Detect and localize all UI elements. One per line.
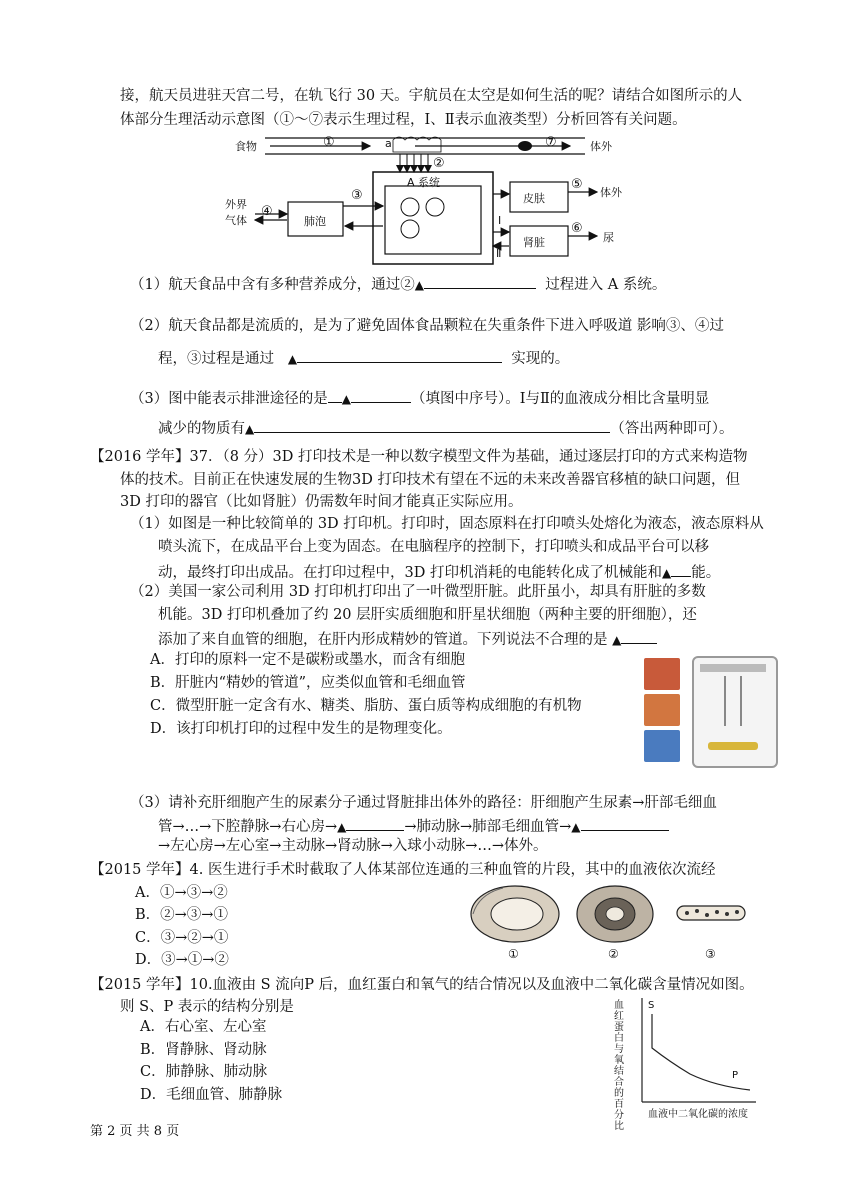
label-outer-1: 外界 [225, 198, 247, 211]
label-kidney: 肾脏 [523, 236, 545, 249]
label-outside-top: 体外 [590, 140, 612, 153]
intro-line-1: 接，航天员进驻天宫二号，在轨飞行 30 天。宇航员在太空是如何生活的呢？请结合如图所示的人 [120, 88, 743, 104]
q1-line-3: 程，③过程是通过 ▲ 实现的。 [158, 346, 569, 369]
q4-option-b: B．②→③→① [135, 907, 228, 923]
label-blood-1: Ⅰ [498, 214, 502, 227]
q10-label-s: S [648, 1000, 655, 1011]
q37-option-d: D．该打印机打印的过程中发生的是物理变化。 [150, 721, 452, 737]
label-urine: 尿 [603, 231, 614, 244]
q4-option-a: A．①→③→② [135, 885, 228, 901]
q4-option-d: D．③→①→② [135, 952, 229, 968]
label-food: 食物 [235, 140, 257, 153]
q37-s2-line-2: 机能。3D 打印机叠加了约 20 层肝实质细胞和肝星状细胞（两种主要的肝细胞），还 [158, 607, 697, 623]
label-process-5: ⑤ [571, 177, 583, 192]
q4-stem: 【2015 学年】4. 医生进行手术时截取了人体某部位连通的三种血管的片段，其中的血液依次流经 [90, 862, 716, 878]
q10-option-d: D．毛细血管、肺静脉 [140, 1087, 283, 1103]
q10-label-p: P [732, 1070, 739, 1081]
q37-s1-line-3: 动，最终打印出成品。在打印过程中，3D 打印机消耗的电能转化成了机械能和▲ 能。 [158, 560, 720, 583]
label-process-4: ④ [261, 204, 273, 219]
q37-line-1: 【2016 学年】37．（8 分）3D 打印技术是一种以数字模型文件为基础，通过逐层打印的方式来构造物 [90, 449, 748, 465]
printer-frame [692, 656, 778, 768]
printed-samples [644, 658, 680, 766]
q37-option-b: B．肝脏内“精妙的管道”，应类似血管和毛细血管 [150, 675, 466, 691]
q37-s3-line-2: 管→…→下腔静脉→右心房→▲ →肺动脉→肺部毛细血管→▲ [158, 814, 669, 837]
label-process-6: ⑥ [571, 221, 583, 236]
q1-line-2: （2）航天食品都是流质的，是为了避免固体食品颗粒在失重条件下进入呼吸道 影响③、④过 [130, 318, 724, 334]
q10-figure-svg [610, 994, 760, 1118]
vessel-label-2: ② [608, 947, 619, 961]
vessel-label-1: ① [508, 947, 519, 961]
label-outside-right: 体外 [600, 186, 622, 199]
label-process-2: ② [433, 156, 445, 171]
label-alveoli: 肺泡 [304, 215, 326, 228]
q10-stem: 【2015 学年】10.血液由 S 流向P 后，血红蛋白和氧气的结合情况以及血液中二氧化碳含量情况如图。 [90, 977, 754, 993]
physiology-diagram-svg [225, 134, 625, 269]
label-process-3: ③ [351, 188, 363, 203]
q37-s2-line-1: （2）美国一家公司利用 3D 打印机打印出了一叶微型肝脏。此肝虽小，却具有肝脏的多数 [130, 584, 706, 600]
label-process-7: ⑦ [545, 135, 557, 150]
q10-x-label: 血液中二氧化碳的浓度 [648, 1109, 748, 1120]
q37-line-2: 体的技术。目前正在快速发展的生物3D 打印技术有望在不远的未来改善器官移植的缺口问题，但 [120, 472, 740, 488]
q37-s3-line-3: →左心房→左心室→主动脉→肾动脉→入球小动脉→…→体外。 [158, 838, 548, 854]
q4-option-c: C．③→②→① [135, 930, 229, 946]
label-skin: 皮肤 [523, 192, 545, 205]
label-a-system: A 系统 [407, 176, 441, 189]
label-blood-2: Ⅱ [496, 247, 502, 260]
q37-s1-line-2: 喷头流下，在成品平台上变为固态。在电脑程序的控制下，打印喷头和成品平台可以移 [158, 539, 709, 555]
q37-s1-line-1: （1）如图是一种比较简单的 3D 打印机。打印时，固态原料在打印喷头处熔化为液态，液态原料从 [130, 516, 764, 532]
q10-option-b: B．肾静脉、肾动脉 [140, 1042, 267, 1058]
q1-line-1: （1）航天食品中含有多种营养成分，通过②▲ 过程进入 A 系统。 [130, 272, 666, 295]
q37-option-a: A．打印的原料一定不是碳粉或墨水，而含有细胞 [150, 652, 465, 668]
blood-vessel-image [455, 884, 755, 964]
q10-option-a: A．右心室、左心室 [140, 1019, 267, 1035]
label-a: a [385, 137, 392, 150]
page-footer: 第 2 页 共 8 页 [90, 1124, 180, 1139]
q37-s3-line-1: （3）请补充肝细胞产生的尿素分子通过肾脏排出体外的路径：肝细胞产生尿素→肝部毛细血 [130, 795, 717, 811]
q10-y-label: 血红蛋白与氧结合的百分比 [614, 1000, 624, 1132]
q10-option-c: C．肺静脉、肺动脉 [140, 1064, 268, 1080]
label-outer-2: 气体 [225, 214, 247, 227]
vessel-label-3: ③ [705, 947, 716, 961]
q10-line-2: 则 S、P 表示的结构分别是 [120, 999, 294, 1015]
intro-line-2: 体部分生理活动示意图（①～⑦表示生理过程，Ⅰ、Ⅱ表示血液类型）分析回答有关问题。 [120, 112, 687, 128]
q1-line-4: （3）图中能表示排泄途径的是 ▲ （填图中序号）。Ⅰ与Ⅱ的血液成分相比含量明显 [130, 386, 709, 409]
printer-image [640, 654, 780, 774]
q37-line-3: 3D 打印的器官（比如肾脏）仍需数年时间才能真正实际应用。 [120, 494, 523, 510]
q10-figure [610, 994, 760, 1132]
label-process-1: ① [323, 135, 335, 150]
q37-option-c: C．微型肝脏一定含有水、糖类、脂肪、蛋白质等构成细胞的有机物 [150, 698, 582, 714]
q1-line-5: 减少的物质有▲ （答出两种即可）。 [158, 416, 733, 439]
physiology-diagram [225, 134, 625, 269]
q37-s2-line-3: 添加了来自血管的细胞，在肝内形成精妙的管道。下列说法不合理的是 ▲ [158, 627, 657, 650]
